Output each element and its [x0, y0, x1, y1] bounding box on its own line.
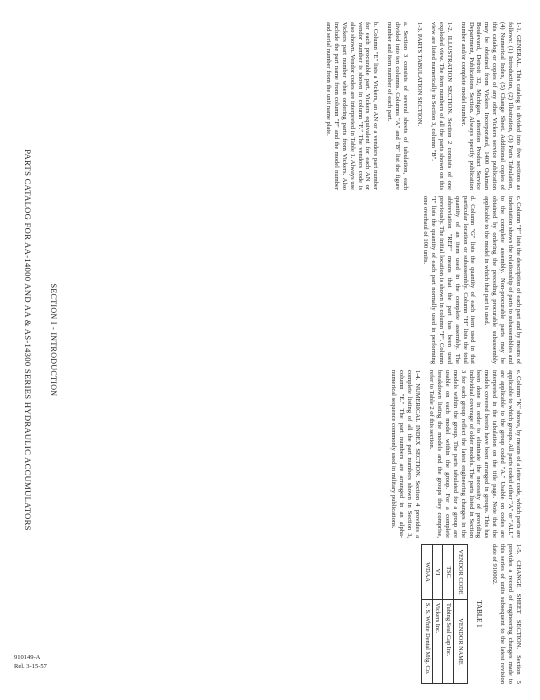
- table-row: [432, 545, 443, 684]
- paragraph-a: a. Section 3 consists of several sheets of tabulation, each divided into ten columns. Columns "A" and "B" list the figure number and item number of each part.: [386, 22, 410, 190]
- vendor-code-cell: WDAA: [422, 545, 433, 600]
- paragraph-d: d. Column "G" lists the quantity of each item used in that particular location or subassembly. Column "H" lists the total quantity of an item used in the complete assembly. The abbreviation "REF" means that the part has been used previously. The initial location is shown in column "F". Column "I" lists the quantity of each part normally used in performing one overhaul of 100 units.: [422, 196, 477, 364]
- section-title: SECTION I - INTRODUCTION: [49, 283, 58, 397]
- column-header-vendor-code: VENDOR CODE: [453, 545, 468, 600]
- vendor-table: [421, 544, 468, 684]
- paragraph-change-sheet: 1-5. CHANGE SHEET SECTION. Section 5 provides a record of engineering changes made to this series of units subsequent to the latest revision date of 910002.: [491, 544, 522, 684]
- vendor-code-cell: VI: [432, 545, 443, 600]
- table-title: TABLE 1: [475, 600, 484, 628]
- table-header-row: [453, 545, 468, 684]
- paragraph-illustration: 1-2. ILLUSTRATION SECTION. Section 2 consists of one exploded view. The item numbers of all the parts shown on this view are listed numerically in Section 3, column "B".: [429, 22, 453, 190]
- column-1: [66, 22, 522, 190]
- column-2: [66, 196, 522, 364]
- table-row: [443, 545, 454, 684]
- column-3: [66, 370, 522, 538]
- catalog-title: PARTS CATALOG FOR AA-14000 AND AA & AS-14300 SERIES HYDRAULIC ACCUMULATORS: [23, 149, 33, 531]
- paragraph-c: c. Column "F" lists the description of each part and by means of indentation shows the relationship of parts to subassemblies and to the complete assembly. Non-procurable parts may be obtained by ordering the preceding procurable subassembly applicable to the model in which that part is used.: [483, 196, 522, 364]
- column-header-vendor-name: VENDOR NAME: [453, 600, 468, 684]
- vendor-name-cell: Vickers Inc.: [432, 600, 443, 684]
- paragraph-numerical-index: 1-4. NUMERICAL INDEX SECTION. Section 4 provides a complete listing of all the part numbers shown in Section 3, column "E." The part numbers are arranged in an alpha-numerical sequence commonly used in military publications.: [390, 370, 422, 538]
- vendor-code-cell: TSC: [443, 545, 454, 600]
- column-4: [66, 544, 522, 684]
- doc-number: 910149-A: [14, 654, 41, 661]
- revision-date: Rel. 3-15-57: [14, 663, 47, 670]
- paragraph-b: b. Column "E" lists a Vickers, an AN or a vendors part number for each procurable part. Vickers equivalent for each AN or vendor number is shown in column "F." The vendors code is also shown. Vendor codes are interpreted in Table 1. Always use Vickers part number when ordering parts from Vickers. Also include the part name from column "F" and the model number and serial number from the unit name plate.: [324, 22, 380, 190]
- heading-parts-tabulation: 1-3. PARTS TABULATION SECTION.: [416, 22, 424, 126]
- vendor-name-cell: S. S. White Dental Mfg. Co.: [422, 600, 433, 684]
- vendor-name-cell: Tubing Seal Cap Inc.: [443, 600, 454, 684]
- table-row: [422, 545, 433, 684]
- paragraph-general: 1-1. GENERAL. This catalog is divided into five sections as follows: (1) Introduction, (2) Illustration, (3) Parts Tabulation, (4) Numerical Index, (5) Change Sheet. Additional copies of this catalog or copies of any other Vickers service publication may be obtained from Vickers Incorporated, 1400 Oakman Boulevard, Detroit 32, Michigan, attention Product Service Department, Publications Section. Always specify publication number and/or complete model number.: [459, 22, 522, 190]
- paragraph-e: e. Column "K" shows, by means of a letter code, which parts are applicable to which groups. All parts coded either "A" or "ALL" are applicable to the group coded "A." Usable on codes are interpreted in the tabulation on the title page. Note that the models covered herein have been arranged in groups. This has been done in order to eliminate the necessity of providing individual coverage of older models. The parts listed in Section 3 for each group reflect the latest engineering changes in the models within the group. The parts tabulated for a group are usable on each model within the group. For a complete breakdown listing the models and the groups they comprise, refer to Table 2 of this section.: [428, 370, 522, 538]
